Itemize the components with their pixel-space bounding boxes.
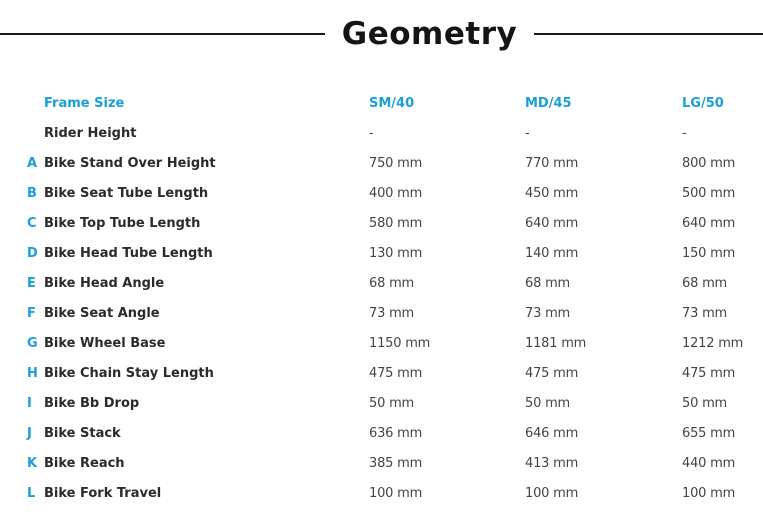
value-md: 640 mm bbox=[525, 216, 579, 231]
value-md: 50 mm bbox=[525, 396, 571, 411]
value-sm: 580 mm bbox=[369, 216, 423, 231]
value-md: 73 mm bbox=[525, 306, 571, 321]
value-lg: 475 mm bbox=[682, 366, 736, 381]
table-row bbox=[0, 329, 763, 359]
row-letter: I bbox=[27, 396, 32, 411]
row-letter: F bbox=[27, 306, 36, 321]
table-row bbox=[0, 179, 763, 209]
value-lg: 100 mm bbox=[682, 486, 736, 501]
value-sm: 400 mm bbox=[369, 186, 423, 201]
value-sm: 385 mm bbox=[369, 456, 423, 471]
table-row bbox=[0, 239, 763, 269]
value-md: 140 mm bbox=[525, 246, 579, 261]
header-rule-left bbox=[0, 33, 325, 35]
value-lg: 500 mm bbox=[682, 186, 736, 201]
value-lg: - bbox=[682, 126, 687, 141]
value-sm: 750 mm bbox=[369, 156, 423, 171]
value-md: 413 mm bbox=[525, 456, 579, 471]
value-lg: 50 mm bbox=[682, 396, 728, 411]
value-lg: 800 mm bbox=[682, 156, 736, 171]
value-md: 68 mm bbox=[525, 276, 571, 291]
header-rule-right bbox=[534, 33, 763, 35]
value-lg: 655 mm bbox=[682, 426, 736, 441]
value-md: 1181 mm bbox=[525, 336, 587, 351]
size-header-sm: SM/40 bbox=[369, 96, 415, 111]
row-name: Rider Height bbox=[44, 126, 137, 141]
value-md: 100 mm bbox=[525, 486, 579, 501]
row-name: Bike Stack bbox=[44, 426, 121, 441]
row-name: Bike Fork Travel bbox=[44, 486, 162, 501]
table-row bbox=[0, 149, 763, 179]
section-header bbox=[0, 0, 763, 70]
row-letter: K bbox=[27, 456, 38, 471]
value-md: 646 mm bbox=[525, 426, 579, 441]
row-letter: D bbox=[27, 246, 38, 261]
section-title: Geometry bbox=[341, 16, 518, 52]
value-sm: 73 mm bbox=[369, 306, 415, 321]
value-lg: 640 mm bbox=[682, 216, 736, 231]
row-name: Bike Head Angle bbox=[44, 276, 165, 291]
table-row bbox=[0, 269, 763, 299]
value-sm: 50 mm bbox=[369, 396, 415, 411]
table-header-row bbox=[0, 89, 763, 119]
row-name: Bike Seat Angle bbox=[44, 306, 160, 321]
value-sm: 100 mm bbox=[369, 486, 423, 501]
value-lg: 68 mm bbox=[682, 276, 728, 291]
table-row bbox=[0, 299, 763, 329]
value-sm: 68 mm bbox=[369, 276, 415, 291]
row-name: Bike Chain Stay Length bbox=[44, 366, 214, 381]
row-letter: B bbox=[27, 186, 37, 201]
size-header-lg: LG/50 bbox=[682, 96, 724, 111]
row-letter: E bbox=[27, 276, 36, 291]
row-name: Bike Seat Tube Length bbox=[44, 186, 209, 201]
row-letter: H bbox=[27, 366, 38, 381]
row-name: Bike Reach bbox=[44, 456, 125, 471]
row-name: Bike Wheel Base bbox=[44, 336, 166, 351]
table-row bbox=[0, 209, 763, 239]
value-md: - bbox=[525, 126, 530, 141]
frame-size-label: Frame Size bbox=[44, 96, 125, 111]
table-row bbox=[0, 359, 763, 389]
table-row bbox=[0, 119, 763, 149]
row-name: Bike Stand Over Height bbox=[44, 156, 216, 171]
row-letter: G bbox=[27, 336, 38, 351]
row-name: Bike Bb Drop bbox=[44, 396, 140, 411]
value-md: 475 mm bbox=[525, 366, 579, 381]
value-md: 770 mm bbox=[525, 156, 579, 171]
table-row bbox=[0, 449, 763, 479]
value-lg: 73 mm bbox=[682, 306, 728, 321]
row-name: Bike Top Tube Length bbox=[44, 216, 201, 231]
geometry-table bbox=[0, 89, 763, 509]
row-letter: A bbox=[27, 156, 38, 171]
value-sm: 1150 mm bbox=[369, 336, 431, 351]
value-lg: 440 mm bbox=[682, 456, 736, 471]
value-sm: 130 mm bbox=[369, 246, 423, 261]
row-letter: L bbox=[27, 486, 36, 501]
value-sm: 475 mm bbox=[369, 366, 423, 381]
size-header-md: MD/45 bbox=[525, 96, 572, 111]
table-row bbox=[0, 389, 763, 419]
value-sm: 636 mm bbox=[369, 426, 423, 441]
row-letter: J bbox=[27, 426, 32, 441]
row-letter bbox=[27, 119, 41, 149]
row-name: Bike Head Tube Length bbox=[44, 246, 213, 261]
value-sm: - bbox=[369, 126, 374, 141]
row-letter: C bbox=[27, 216, 37, 231]
table-row bbox=[0, 479, 763, 509]
value-lg: 1212 mm bbox=[682, 336, 744, 351]
value-md: 450 mm bbox=[525, 186, 579, 201]
table-row bbox=[0, 419, 763, 449]
value-lg: 150 mm bbox=[682, 246, 736, 261]
